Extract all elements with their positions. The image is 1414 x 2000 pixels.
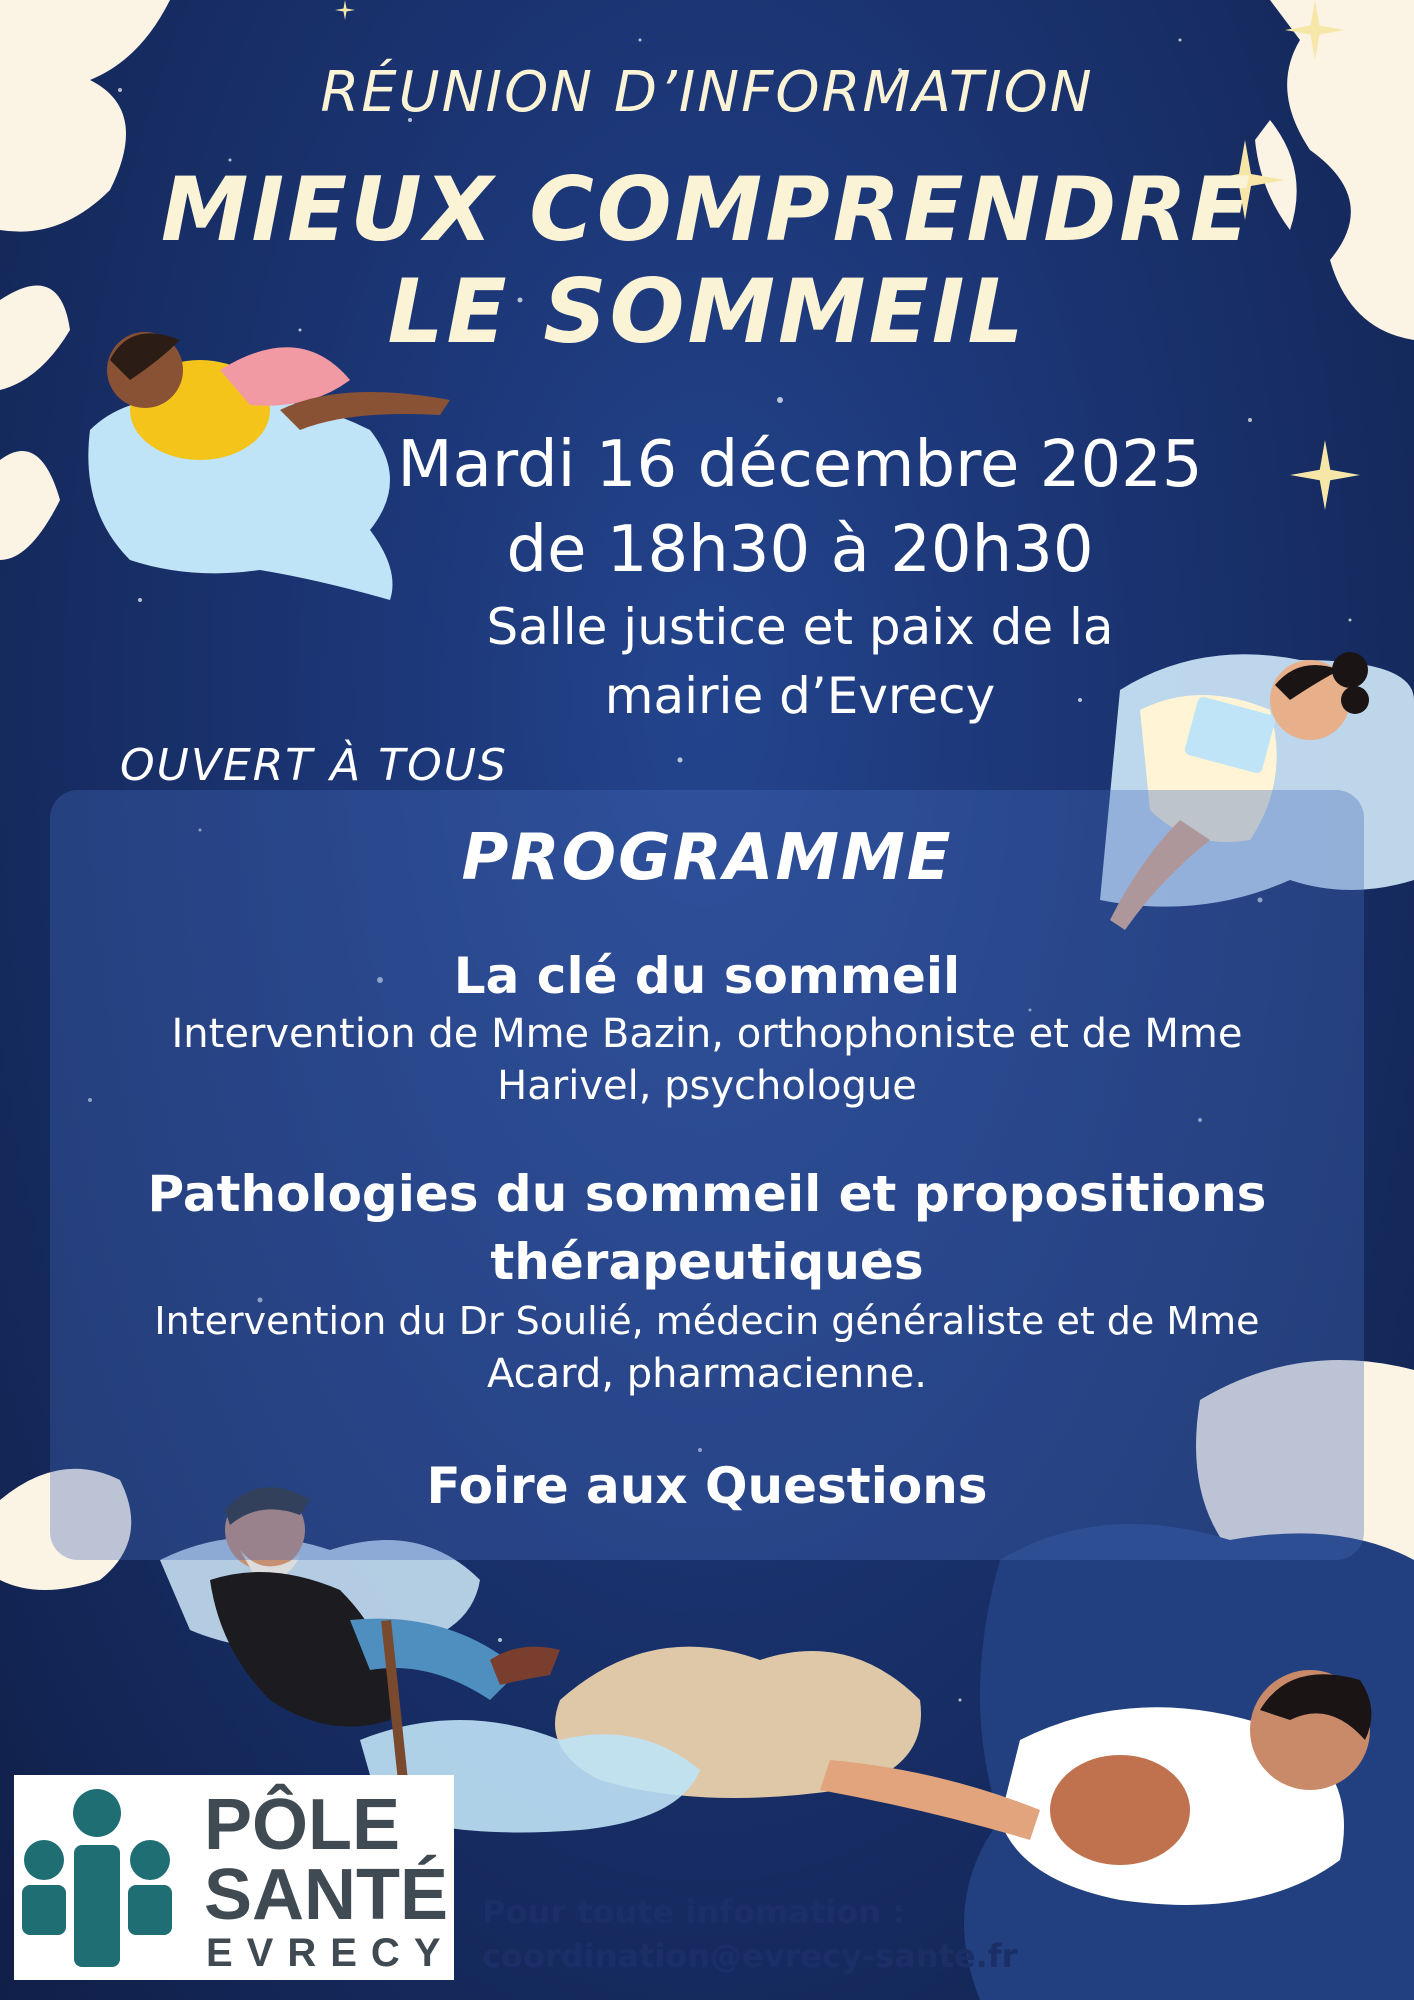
- star-icon: [1290, 440, 1360, 510]
- event-kicker: RÉUNION D’INFORMATION: [320, 60, 1094, 125]
- programme-item-title: La clé du sommeil: [453, 947, 961, 1005]
- contact-email-link[interactable]: coordination@evrecy-sante.fr: [482, 1937, 1018, 1975]
- programme-heading: PROGRAMME: [461, 821, 953, 895]
- programme-item-detail: Intervention de Mme Bazin, orthophoniste et de Mme: [171, 1011, 1243, 1057]
- contact-label: Pour toute infomation :: [482, 1893, 905, 1931]
- logo-line1: PÔLE: [204, 1785, 401, 1865]
- star-icon: [1270, 0, 1360, 60]
- event-date: Mardi 16 décembre 2025: [397, 428, 1203, 502]
- event-time: de 18h30 à 20h30: [506, 513, 1094, 587]
- audience-label: OUVERT À TOUS: [120, 740, 508, 791]
- programme-item-detail: Intervention du Dr Soulié, médecin généraliste et de Mme: [154, 1299, 1260, 1343]
- event-venue-line1: Salle justice et paix de la: [486, 598, 1114, 656]
- page-title-line1: MIEUX COMPRENDRE: [160, 158, 1254, 261]
- page-title-line2: LE SOMMEIL: [387, 260, 1027, 363]
- programme-item-detail: Acard, pharmacienne.: [487, 1351, 927, 1397]
- pole-sante-logo: [14, 1775, 454, 1980]
- logo-line3: EVRECY: [206, 1931, 455, 1975]
- pole-sante-symbol-icon: [22, 1785, 172, 1970]
- programme-item-detail: Harivel, psychologue: [497, 1063, 917, 1109]
- logo-line2: SANTÉ: [204, 1855, 449, 1935]
- star-icon: [330, 0, 360, 20]
- contact-block: [482, 1890, 1017, 1978]
- programme-item-title: Pathologies du sommeil et propositions: [147, 1165, 1267, 1223]
- event-venue-line2: mairie d’Evrecy: [604, 667, 996, 725]
- programme-item-title: thérapeutiques: [490, 1233, 924, 1291]
- programme-item-title: Foire aux Questions: [426, 1457, 988, 1515]
